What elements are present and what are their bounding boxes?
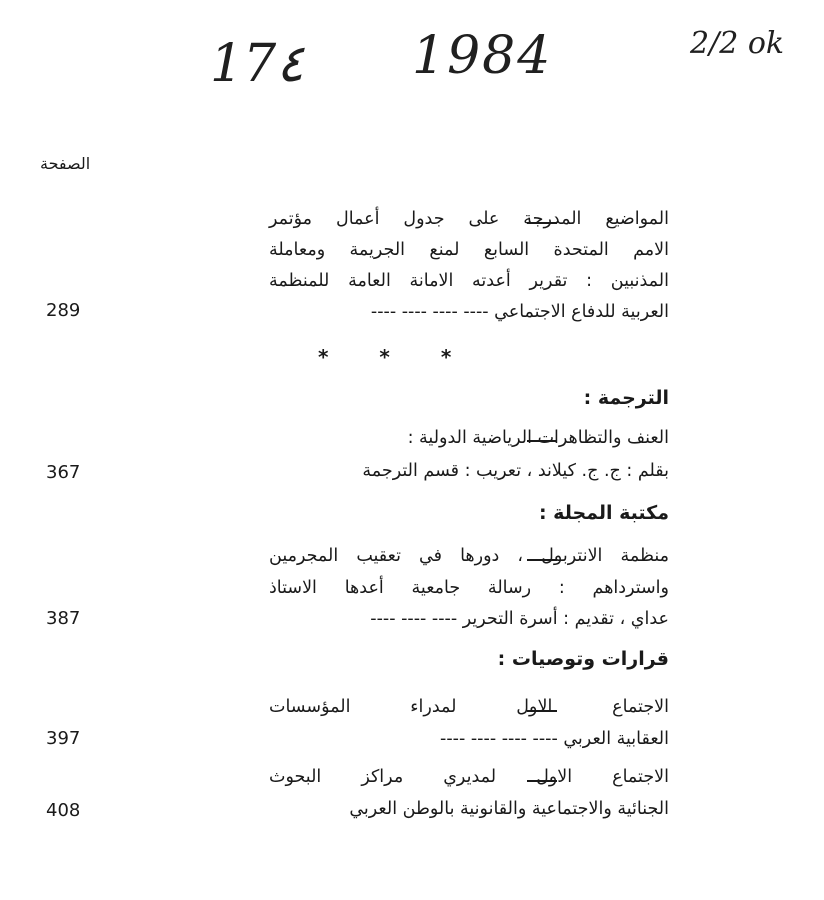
entry-line: العنف والتظاهرات الرياضية الدولية :	[407, 428, 669, 448]
handwritten-year: 1984	[412, 26, 553, 86]
entry-line: العقابية العربي ---- ---- ---- ----	[440, 729, 669, 749]
entry-line: المذنبين : تقرير أعدته الامانة العامة للمنظمة	[269, 271, 669, 291]
page-number: 387	[46, 608, 81, 629]
page-number: 289	[46, 300, 81, 321]
entry-line: الجنائية والاجتماعية والقانونية بالوطن العربي	[349, 799, 669, 819]
entry-line: بقلم : ج. ج. كيلاند ، تعريب : قسم الترجمة	[362, 461, 669, 481]
section-separator: * * *	[318, 345, 474, 369]
entry-line: عداي ، تقديم : أسرة التحرير ---- ---- ----	[370, 609, 669, 629]
handwritten-code: 17٤	[210, 34, 305, 94]
entry-line: العربية للدفاع الاجتماعي ---- ---- ---- ----	[370, 302, 669, 322]
page-number: 367	[46, 462, 81, 483]
entry-line: المواضيع المدرجة على جدول أعمال مؤتمر	[269, 209, 669, 229]
page-number: 397	[46, 728, 81, 749]
entry-line: الامم المتحدة السابع لمنع الجريمة ومعاملة	[269, 240, 669, 260]
entry-line: منظمة الانتربول ، دورها في تعقيب المجرمين	[269, 546, 669, 566]
page-number: 408	[46, 800, 81, 821]
section-heading-translation: الترجمة :	[583, 387, 669, 409]
section-heading-resolutions: قرارات وتوصيات :	[497, 648, 669, 670]
entry-line: الاجتماع الاول لمديري مراكز البحوث	[269, 767, 669, 787]
page-column-heading: الصفحة	[40, 154, 91, 173]
entry-line: واسترداهم : رسالة جامعية أعدها الاستاذ	[269, 578, 669, 598]
entry-line: الاجتماع الاول لمدراء المؤسسات	[269, 697, 669, 717]
handwritten-mark: 2/2 ok	[690, 26, 785, 61]
section-heading-library: مكتبة المجلة :	[538, 502, 669, 524]
